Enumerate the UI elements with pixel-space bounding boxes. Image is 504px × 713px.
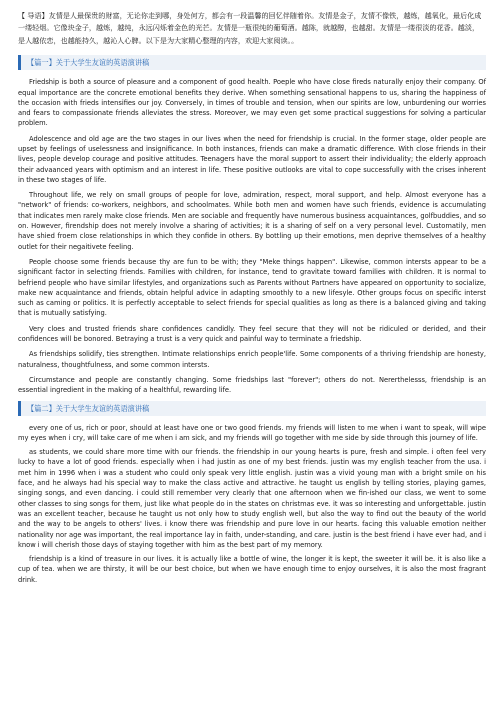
section-1-paragraph: Adolescence and old age are the two stages in our lives when the need for friendship is crucial. In the former stage, older people are upset by feelings of uselessness and insignificance. In both instances, friends can make a dramatic difference. With close friends in their lives, people develop courage and positive attitudes. Teenagers have the moral support to assert their individuality; the elderly approach their advaanced years with optimism and an interest in life. These positive outlooks are vital to cope successfully with the crises inherent in these two stages of life. <box>18 134 486 184</box>
section-1-paragraph: As friendships solidify, ties strengthen. Intimate relationships enrich people'life. Some components of a thriving friendship are honesty, naturalness, thoughtfulness, and some common intersts. <box>18 350 486 369</box>
section-2 <box>18 401 486 585</box>
intro-text: 【 导语】友情是人最保贵的财富，无论你走到哪，身处何方，都会有一段温馨的回忆伴随着你。友情是金子，友情不像铁，越炼，越氧化，最后化成一缕轻烟。它像块金子，越炼，越纯，永远闪烁着金色的光芒。友情是一瓶很纯的葡萄酒。越陈，就越醇，也越甜。友情是一缕很淡的花香。越淡，是人越依恋，也越能持久，越沁人心脾。以下是为大家精心整理的内容，欢迎大家阅读。。 <box>18 11 482 45</box>
section-1-paragraph: Friedship is both a source of pleasure and a component of good health. Poeple who have close fireds naturally enjoy their company. Of equal importance are the concrete emotional benefits they derive. When something sensational happens to us, sharing the happiness of the occasion with frieds intensifies our joy. Conversely, in times of trouble and tension, when our spirits are low, unburdening our worries and fears to compassionate friends alleviates the stress. Moreover, we may even get some practical suggestions for solving a particular problem. <box>18 78 486 128</box>
section-2-paragraph: every one of us, rich or poor, should at least have one or two good friends. my friends will listen to me when i want to speak, will wipe my eyes when i cry, will take care of me when i am sick, and my friends will go together with me side by side through this journey of life. <box>18 423 486 442</box>
section-1-paragraph: Circumstance and people are constantly changing. Some friedships last "forever"; others do not. Nererthelesss, friendship is an essential ingredient in the making of a healthful, rewarding life. <box>18 375 486 395</box>
section-2-heading: 【篇二】关于大学生友谊的英语演讲稿 <box>18 401 486 416</box>
section-1 <box>18 55 486 395</box>
section-2-paragraph: friendship is a kind of treasure in our lives. it is actually like a bottle of wine, the longer it is kept, the sweeter it will be. it is also like a cup of tea. when we are thirsty, it will be our best choice, but when we have enough time to enjoy ourselves, it is also the most fragrant drink. <box>18 555 486 584</box>
section-1-heading: 【篇一】关于大学生友谊的英语演讲稿 <box>18 55 486 70</box>
section-2-paragraph: as students, we could share more time with our friends. the friendship in our young hearts is pure, fresh and simple. i often feel very lucky to have a lot of good friends. especially when i had justin as one of my best friends. justin was my english teacher from the usa. i met him in 1996 when i was a student who could only speak very little english. justin was a vivid young man with a bright smile on his face, and he always had his special way to make the class active and attractive. he taught us english by telling stories, playing games, singing songs, and even dancing. i could still remember very clearly that one afternoon when we fin-ished our class, we went to some other classes to sing songs for them, just like what people do in the states on christmas eve. it was so interesting and unforgettable. justin was an excellent teacher, because he taught us not only how to study english well, but also the way to find out the beauty of the world and the way to be angels to others' lives. i know there was friendship and pure love in our hearts. facing this valuable emotion neither nationality nor age was important, the real importance lay in faith, under-standing, and care. justin is the best friend i have ever had, and i know i will cherish those days of staying together with him as the best part of my memory. <box>18 448 486 549</box>
section-1-paragraph: Very cloes and trusted friends share confidences candidly. They feel secure that they will not be ridiculed or derided, and their confidences will be bonored. Betraying a trust is a very quick and painful way to terminate a friedship. <box>18 324 486 344</box>
section-1-paragraph: People choose some friends because thy are fun to be with; they "Meke things happen". Likewise, common intersts appear to be a significant factor in selecting friends. Families with children, for instance, tend to gravitate toward families with children. It is normal to befriend people who have similar lifestyles, and organizations such as Parents without Partners have appeared on opportunity to socialize, make new acquaintance and friends, obtain helpful advice in adapting smoothly to a new lifesyle. Other groups focus on specific interst such as caming or politics. It is perfectly acceptable to select friends for special qualities as long as there is a balanced giving and taking that is mutually satisfying. <box>18 257 486 318</box>
section-1-paragraph: Throughout life, we rely on small groups of people for love, admiration, respect, moral support, and help. Almost everyone has a "network" of friends: co-workers, neighbors, and schoolmates. While both men and women have such friends, evidence is accumulating that indicates men rarely make close friends. Men are sociable and frequently have numerous business acquaintances, golfbuddies, and so on. However, firendship does not merely involve a sharing of activities; it is a sharing of self on a very personal level. Customatily, men have shied froem close relationships in which they confide in others. By bottling up their emotions, men deprive themselves of a healthy outlet for their negaitivete feeling. <box>18 191 486 251</box>
